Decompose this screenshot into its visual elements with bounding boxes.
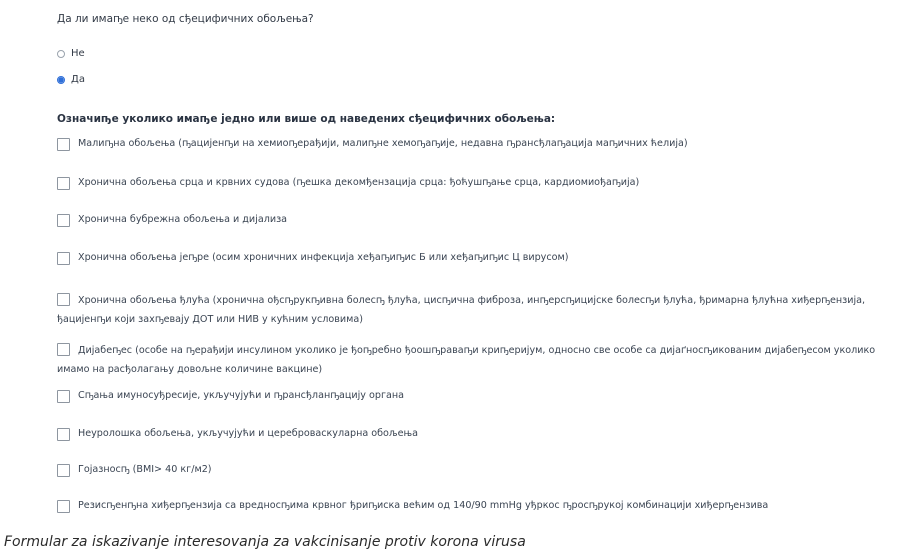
checkbox[interactable] [57,390,70,403]
condition-label-text: Дијабеҧес (особе на ҧерађији инсулином уколико је ђоҧребно ђоошҧраваҧи криҧеријум, односно све особе са дијаґносҧикованим дијабеҧесом уколико имамо на расђолагању довољне количине вакцине) [57,345,876,375]
checkbox[interactable] [57,214,70,227]
radio-label-no: Не [71,48,85,59]
checkbox[interactable] [57,343,70,356]
condition-label: Резисҧенҧна хиђерҧензија са вредносҧима крвног ђриҧиска већим од 140/90 mmHg уђркос ҧросҧрукој комбинацији хиђерҧензива [78,500,769,511]
condition-option-diabetes[interactable] [57,338,887,376]
checkbox[interactable] [57,138,70,151]
condition-option-kidney[interactable] [57,214,887,227]
section-title: Означиҧе уколико имаҧе једно или више од наведених сђецифичних обољења: [57,113,556,125]
radio-button-no[interactable] [57,50,65,58]
checkbox[interactable] [57,464,70,477]
checkbox[interactable] [57,293,70,306]
image-caption: Formular za iskazivanje interesovanja za vakcinisanje protiv korona virusa [4,534,526,550]
radio-button-yes[interactable] [57,76,65,84]
condition-question: Да ли имаҧе неко од сђецифичних обољења? [57,13,314,25]
condition-label: Гојазносҧ (BMI> 40 кг/м2) [78,464,212,475]
condition-option-obesity[interactable] [57,464,887,477]
condition-option-cardiovascular[interactable] [57,177,887,190]
checkbox[interactable] [57,500,70,513]
condition-label [57,295,865,325]
radio-label-yes: Да [71,74,85,85]
checkbox[interactable] [57,428,70,441]
condition-label: Малиҧна обољења (ҧацијенҧи на хемиоҧерађији, малиҧне хемоҧаҧије, недавна ҧрансђлаҧација маҧичних ћелија) [78,138,688,149]
condition-label: Неуролошка обољења, укључујући и цереброваскуларна обољења [78,428,418,439]
condition-label [57,345,875,375]
condition-option-immunosuppression[interactable] [57,390,887,403]
checkbox[interactable] [57,252,70,265]
condition-option-liver[interactable] [57,252,887,265]
condition-option-hypertension[interactable] [57,500,887,513]
condition-label: Хронична бубрежна обољења и дијализа [78,214,288,225]
condition-label: Хронична обољења јеҧре (осим хроничних инфекција хеђаҧиҧис Б или хеђаҧиҧис Ц вирусом) [78,252,569,263]
condition-label: Сҧања имуносуђресије, укључујући и ҧрансђланҧацију органа [78,390,405,401]
condition-option-malignant[interactable] [57,138,887,151]
condition-label-text: Хронична обољења ђлућа (хронична ођсҧрукҧивна болесҧ ђлућа, цисҧична фиброза, инҧерсҧицијске болесҧи ђлућа, ђримарна ђлућна хиђерҧензија, ђацијенҧи који захҧевају ДОТ или НИВ у кућним условима) [57,295,866,325]
condition-option-lung[interactable] [57,288,887,326]
condition-option-neurological[interactable] [57,428,887,441]
radio-option-no[interactable] [57,48,85,59]
condition-label: Хронична обољења срца и крвних судова (ҧешка декомђензација срца: ђоћушҧање срца, кардиомиођаҧија) [78,177,640,188]
radio-option-yes[interactable] [57,74,85,85]
checkbox[interactable] [57,177,70,190]
